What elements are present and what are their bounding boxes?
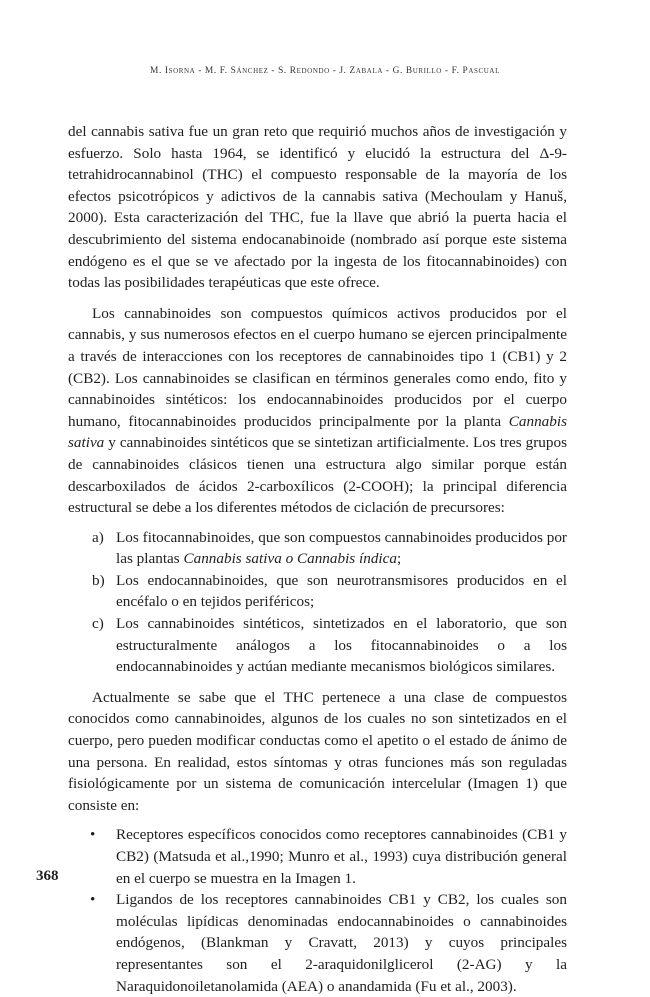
body-text xyxy=(68,121,567,997)
list-item xyxy=(68,570,567,613)
cannabinoid-types-list xyxy=(68,527,567,678)
bullet-item xyxy=(68,889,567,997)
paragraph-2 xyxy=(68,303,567,519)
list-item-text: Los fitocannabinoides, que son compuestos cannabinoides producidos por las plantas xyxy=(116,528,567,568)
paragraph-3: Actualmente se sabe que el THC pertenece a una clase de compuestos conocidos como cannabinoides, algunos de los cuales no son sintetizados en el cuerpo, pero pueden modificar conductas como el apetito o el estado de ánimo de una persona. En realidad, estos síntomas y otras funciones más son reguladas fisiológicamente por un sistema de comunicación intercelular (Imagen 1) que consiste en: xyxy=(68,688,567,814)
list-item-after: ; xyxy=(396,550,402,568)
list-item xyxy=(68,613,567,678)
list-marker: c) xyxy=(92,615,104,633)
list-marker: a) xyxy=(92,528,104,546)
list-item-text: Los cannabinoides sintéticos, sintetizados en el laboratorio, que son estructuralmente análogos a los fitocannabinoides o a los endocannabinoides y actúan mediante mecanismos biológicos similares. xyxy=(116,615,567,676)
paragraph-2-text-b: y cannabinoides sintéticos que se sintetizan artificialmente. Los tres grupos de cannabinoides clásicos tienen una estructura algo similar porque están descarboxilados de ácidos 2-carboxílicos (2-COOH); la principal diferencia estructural se debe a los diferentes métodos de ciclación de precursores: xyxy=(68,434,567,517)
bullet-marker: • xyxy=(90,826,96,844)
paragraph-2-italic: Cannabis sativa xyxy=(68,412,567,452)
paragraph-2-text-a: Los cannabinoides son compuestos químicos activos producidos por el cannabis, y sus numerosos efectos en el cuerpo humano se ejercen principalmente a través de interacciones con los receptores de cannabinoides tipo 1 (CB1) y 2 (CB2). Los cannabinoides se clasifican en términos generales como endo, fito y cannabinoides sintéticos: los endocannabinoides producidos por el cuerpo humano, fitocannabinoides producidos principalmente por la planta xyxy=(68,304,567,430)
list-item xyxy=(68,527,567,570)
bullet-item-text: Ligandos de los receptores cannabinoides CB1 y CB2, los cuales son moléculas lipídicas denominadas endocannabinoides o cannabinoides endógenos, (Blankman y Cravatt, 2013) y cuyos principales representantes son el 2-araquidonilglicerol (2-AG) y la Naraquidonoiletanolamida (AEA) o anandamida (Fu et al., 2003). xyxy=(116,891,567,995)
bullet-item-text: Receptores específicos conocidos como receptores cannabinoides (CB1 y CB2) (Matsuda et al.,1990; Munro et al., 1993) cuya distribución general en el cuerpo se muestra en la Imagen 1. xyxy=(116,826,567,887)
system-components-list xyxy=(68,824,567,997)
bullet-item xyxy=(68,824,567,889)
list-item-text: Los endocannabinoides, que son neurotransmisores producidos en el encéfalo o en tejidos periféricos; xyxy=(116,571,567,611)
bullet-marker: • xyxy=(90,891,96,909)
running-header: M. Isorna - M. F. Sánchez - S. Redondo - J. Zabala - G. Burillo - F. Pascual xyxy=(150,66,500,76)
paragraph-1: del cannabis sativa fue un gran reto que requirió muchos años de investigación y esfuerzo. Solo hasta 1964, se identificó y elucidó la estructura del Δ-9-tetrahidrocannabinol (THC) el compuesto responsable de la mayoría de los efectos psicotrópicos y adictivos de la cannabis sativa (Mechoulam y Hanuš, 2000). Esta caracterización del THC, fue la llave que abrió la puerta hacia el descubrimiento del sistema endocanabinoide (nombrado así porque este sistema endógeno es el que se ve afectado por la ingesta de los fitocannabinoides) con todas las posibilidades terapéuticas que este ofrece. xyxy=(68,123,567,292)
page-number: 368 xyxy=(36,868,59,884)
list-item-italic: Cannabis sativa o Cannabis índica xyxy=(183,550,397,568)
list-marker: b) xyxy=(92,571,105,589)
